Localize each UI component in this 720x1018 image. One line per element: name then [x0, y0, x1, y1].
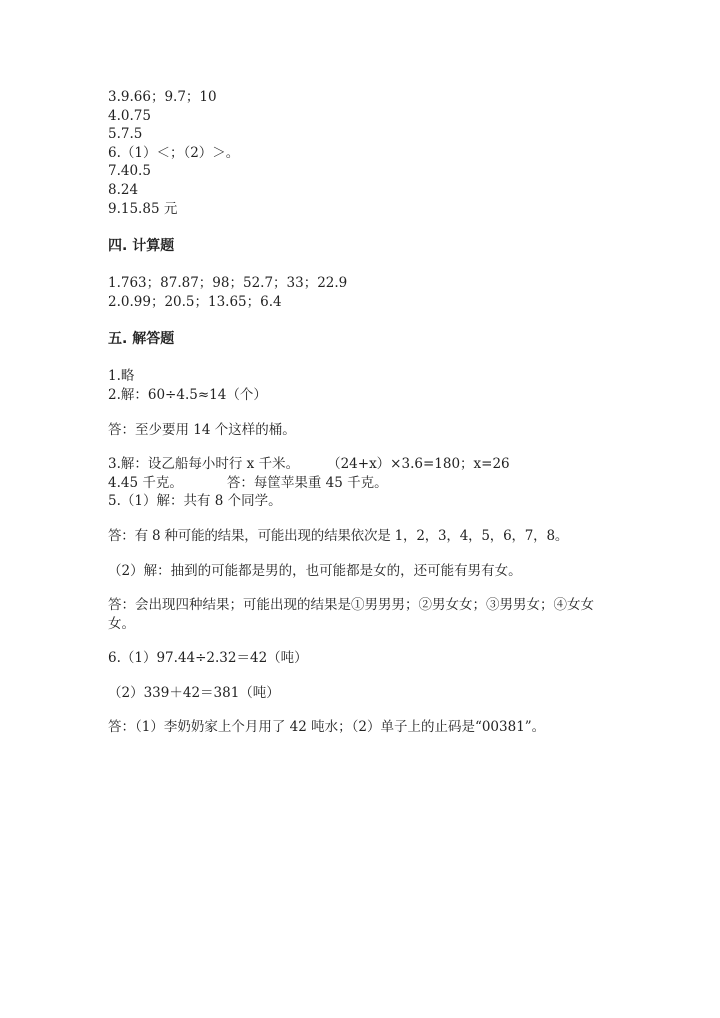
section5-heading: 五. 解答题: [108, 331, 175, 348]
answer-sheet: [108, 88, 616, 737]
q1-answer: 1.略: [108, 368, 135, 385]
q6-part1: 6.（1）97.44÷2.32＝42（吨）: [108, 650, 308, 667]
q2-solution: 2.解：60÷4.5≈14（个）: [108, 386, 267, 403]
answer-line: 8.24: [108, 181, 139, 198]
q5-answer2: 答：会出现四种结果；可能出现的结果是①男男男；②男女女；③男男女；④女女女。: [108, 597, 594, 632]
answer-line: 9.15.85 元: [108, 200, 178, 217]
answer-line: 3.9.66；9.7；10: [108, 89, 217, 105]
q2-answer: 答：至少要用 14 个这样的桶。: [108, 421, 296, 438]
q3-line: [108, 455, 616, 474]
calc-line: 1.763；87.87；98；52.7；33；22.9: [108, 275, 348, 292]
answer-line: 6.（1）＜；（2）＞。: [108, 144, 240, 161]
q5-part2: （2）解：抽到的可能都是男的，也可能都是女的，还可能有男有女。: [108, 562, 522, 579]
section4-heading: 四. 计算题: [108, 238, 175, 255]
q4-part-a: 4.45 千克。: [108, 474, 183, 491]
q3-part-a: 3.解：设乙船每小时行 x 千米。: [108, 456, 300, 473]
q4-part-b: 答：每筐苹果重 45 千克。: [226, 474, 388, 491]
answer-line: 4.0.75: [108, 107, 151, 124]
answer-line: 7.40.5: [108, 163, 151, 180]
q5-answer1: 答：有 8 种可能的结果，可能出现的结果依次是 1，2，3，4，5，6，7，8。: [108, 527, 569, 544]
section3-answers: [108, 88, 616, 218]
q3-part-b: （24+x）×3.6=180；x=26: [327, 456, 510, 473]
q5-intro: 5.（1）解：共有 8 个同学。: [108, 493, 282, 510]
answer-line: 5.7.5: [108, 126, 143, 143]
q6-part2: （2）339＋42＝381（吨）: [108, 684, 280, 701]
calc-line: 2.0.99；20.5；13.65；6.4: [108, 293, 282, 310]
q6-answer: 答：（1）李奶奶家上个月用了 42 吨水；（2）单子上的止码是“00381”。: [108, 719, 546, 736]
q4-line: [108, 474, 616, 493]
